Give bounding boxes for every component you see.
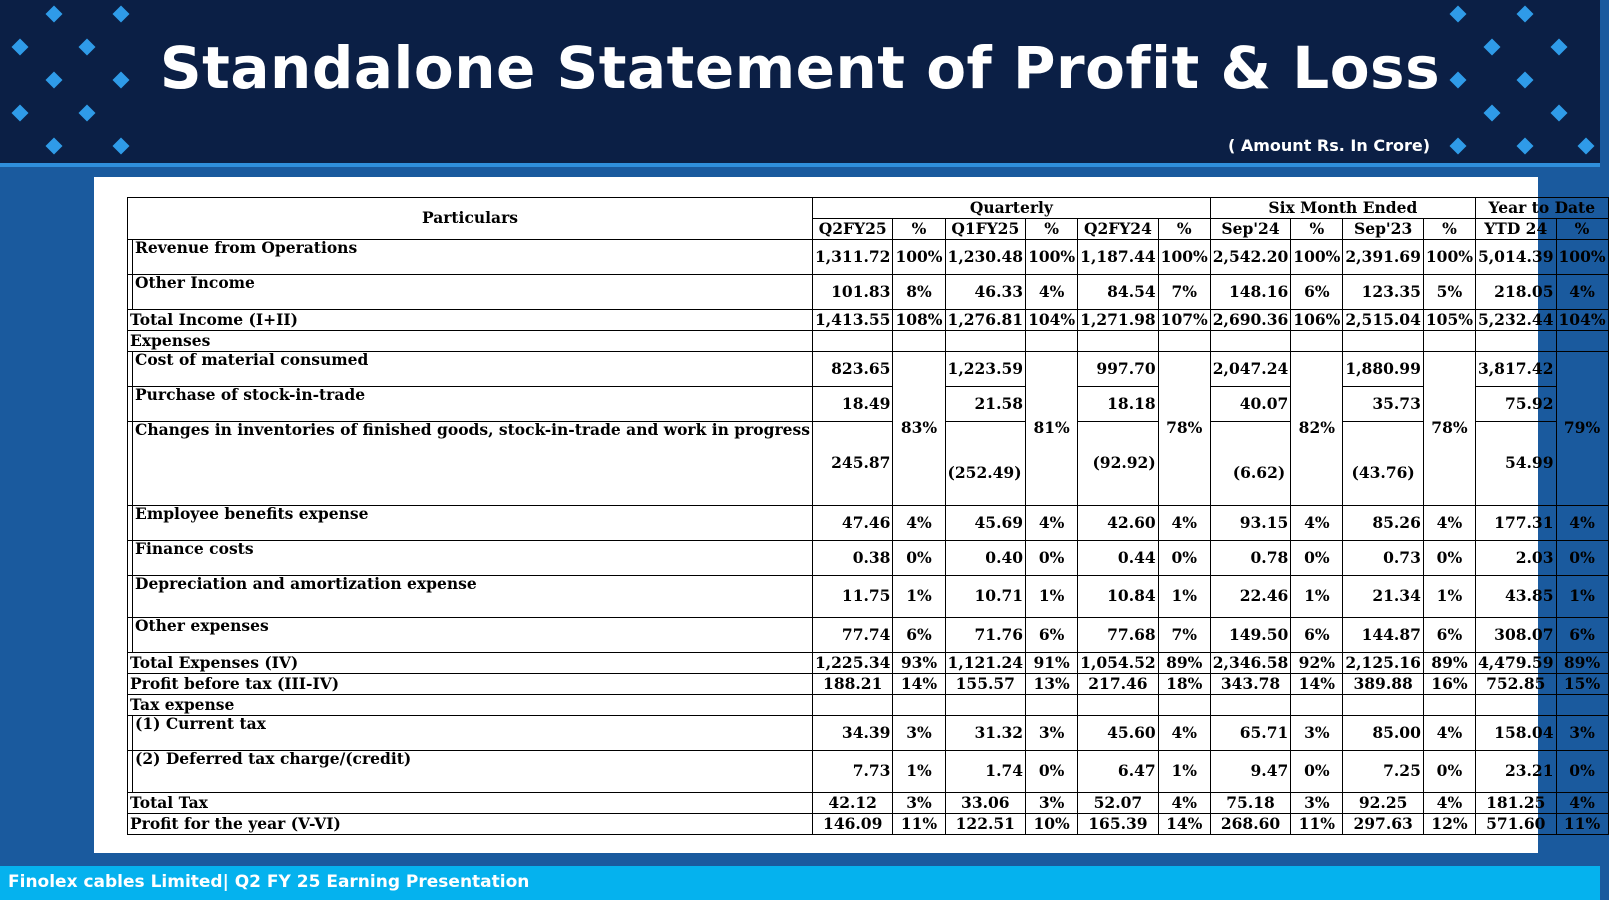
table-cell: 1,880.99 xyxy=(1343,352,1424,387)
table-cell: 1.74 xyxy=(945,751,1026,793)
empty-cell xyxy=(1026,695,1078,716)
table-cell: 4% xyxy=(1556,275,1608,310)
empty-cell xyxy=(893,695,945,716)
row-label: Other Income xyxy=(133,275,813,310)
table-cell: 100% xyxy=(1423,240,1475,275)
table-cell: 1,311.72 xyxy=(812,240,893,275)
table-cell: 31.32 xyxy=(945,716,1026,751)
table-row xyxy=(128,541,1609,576)
section-header-row xyxy=(128,331,1609,352)
row-label: Total Tax xyxy=(128,793,813,814)
table-cell: 3% xyxy=(1556,716,1608,751)
table-cell: 9.47 xyxy=(1210,751,1291,793)
table-cell: 4% xyxy=(1158,506,1210,541)
row-label: Changes in inventories of finished goods, stock-in-trade and work in progress xyxy=(133,422,813,506)
column-header: Sep'24 xyxy=(1210,219,1291,240)
table-cell: 77.74 xyxy=(812,618,893,653)
table-cell: 93.15 xyxy=(1210,506,1291,541)
table-cell: 0% xyxy=(1556,751,1608,793)
table-cell: 218.05 xyxy=(1475,275,1556,310)
table-cell: 5% xyxy=(1423,275,1475,310)
table-row xyxy=(128,751,1609,793)
table-cell: 158.04 xyxy=(1475,716,1556,751)
table-cell: 0% xyxy=(1556,541,1608,576)
row-label: Profit before tax (III-IV) xyxy=(128,674,813,695)
table-cell: 4,479.59 xyxy=(1475,653,1556,674)
material-pct: 83% xyxy=(893,352,945,506)
table-cell: 165.39 xyxy=(1078,814,1159,835)
table-cell: 101.83 xyxy=(812,275,893,310)
table-row xyxy=(128,387,1609,422)
table-cell: 5,232.44 xyxy=(1475,310,1556,331)
table-cell: 35.73 xyxy=(1343,387,1424,422)
table-cell: 16% xyxy=(1423,674,1475,695)
table-cell: 1% xyxy=(893,576,945,618)
empty-cell xyxy=(1078,695,1159,716)
table-cell: 10% xyxy=(1026,814,1078,835)
section-label: Tax expense xyxy=(128,695,813,716)
table-cell: 100% xyxy=(1291,240,1343,275)
table-cell: 4% xyxy=(1556,793,1608,814)
table-cell: 571.60 xyxy=(1475,814,1556,835)
empty-cell xyxy=(1078,331,1159,352)
row-label: Total Income (I+II) xyxy=(128,310,813,331)
empty-cell xyxy=(1423,331,1475,352)
table-cell: 6% xyxy=(1556,618,1608,653)
row-label: Employee benefits expense xyxy=(133,506,813,541)
table-cell: 11.75 xyxy=(812,576,893,618)
table-cell: 1,121.24 xyxy=(945,653,1026,674)
footer-bar xyxy=(0,866,1600,900)
table-cell: 21.58 xyxy=(945,387,1026,422)
table-cell: 308.07 xyxy=(1475,618,1556,653)
material-pct: 81% xyxy=(1026,352,1078,506)
table-cell: 0% xyxy=(1026,541,1078,576)
table-cell: 123.35 xyxy=(1343,275,1424,310)
row-label: Depreciation and amortization expense xyxy=(133,576,813,618)
empty-cell xyxy=(1158,695,1210,716)
table-cell: 45.60 xyxy=(1078,716,1159,751)
row-label: Profit for the year (V-VI) xyxy=(128,814,813,835)
table-cell: 42.12 xyxy=(812,793,893,814)
table-cell: 92.25 xyxy=(1343,793,1424,814)
column-header: Sep'23 xyxy=(1343,219,1424,240)
column-header: % xyxy=(893,219,945,240)
column-header: % xyxy=(1026,219,1078,240)
table-cell: 106% xyxy=(1291,310,1343,331)
table-cell: 1% xyxy=(1158,751,1210,793)
group-header-ytd: Year to Date xyxy=(1475,198,1608,219)
table-cell: 122.51 xyxy=(945,814,1026,835)
table-row xyxy=(128,310,1609,331)
empty-cell xyxy=(1475,695,1556,716)
empty-cell xyxy=(1158,331,1210,352)
table-cell: 4% xyxy=(893,506,945,541)
table-cell: 104% xyxy=(1556,310,1608,331)
table-row xyxy=(128,240,1609,275)
table-cell: 18% xyxy=(1158,674,1210,695)
table-cell: 2,690.36 xyxy=(1210,310,1291,331)
table-cell: 2,346.58 xyxy=(1210,653,1291,674)
table-cell: 0% xyxy=(1423,751,1475,793)
table-cell: 107% xyxy=(1158,310,1210,331)
table-cell: 0% xyxy=(893,541,945,576)
table-cell: 1% xyxy=(1026,576,1078,618)
table-cell: 0% xyxy=(1158,541,1210,576)
table-cell: 997.70 xyxy=(1078,352,1159,387)
table-cell: 4% xyxy=(1158,716,1210,751)
table-cell: 11% xyxy=(1291,814,1343,835)
table-cell: 89% xyxy=(1158,653,1210,674)
table-cell: 21.34 xyxy=(1343,576,1424,618)
group-header-six-month: Six Month Ended xyxy=(1210,198,1475,219)
table-cell: 4% xyxy=(1423,793,1475,814)
table-cell: 0% xyxy=(1291,751,1343,793)
table-cell: 0% xyxy=(1026,751,1078,793)
table-cell: 1,230.48 xyxy=(945,240,1026,275)
empty-cell xyxy=(1026,331,1078,352)
material-pct: 78% xyxy=(1158,352,1210,506)
table-cell: 14% xyxy=(893,674,945,695)
table-cell: 1,276.81 xyxy=(945,310,1026,331)
table-cell: 2,542.20 xyxy=(1210,240,1291,275)
table-cell: 144.87 xyxy=(1343,618,1424,653)
empty-cell xyxy=(893,331,945,352)
table-cell: 389.88 xyxy=(1343,674,1424,695)
table-cell: 0.44 xyxy=(1078,541,1159,576)
table-cell: 4% xyxy=(1423,716,1475,751)
table-cell: 43.85 xyxy=(1475,576,1556,618)
column-header: YTD 24 xyxy=(1475,219,1556,240)
table-cell: 0.73 xyxy=(1343,541,1424,576)
column-header: Q1FY25 xyxy=(945,219,1026,240)
table-cell: 40.07 xyxy=(1210,387,1291,422)
table-cell: 1% xyxy=(893,751,945,793)
table-row xyxy=(128,275,1609,310)
table-cell: 297.63 xyxy=(1343,814,1424,835)
table-cell: 75.92 xyxy=(1475,387,1556,422)
table-row xyxy=(128,716,1609,751)
table-row xyxy=(128,352,1609,387)
table-cell: 3% xyxy=(893,716,945,751)
table-cell: 7.73 xyxy=(812,751,893,793)
row-label: Cost of material consumed xyxy=(133,352,813,387)
empty-cell xyxy=(1556,695,1608,716)
table-cell: 6% xyxy=(1423,618,1475,653)
column-header: % xyxy=(1291,219,1343,240)
material-pct: 82% xyxy=(1291,352,1343,506)
table-cell: 89% xyxy=(1556,653,1608,674)
empty-cell xyxy=(1343,331,1424,352)
table-row xyxy=(128,653,1609,674)
row-label: (1) Current tax xyxy=(133,716,813,751)
table-cell: 0.40 xyxy=(945,541,1026,576)
table-cell: (43.76) xyxy=(1343,422,1424,506)
row-label: (2) Deferred tax charge/(credit) xyxy=(133,751,813,793)
table-cell: 22.46 xyxy=(1210,576,1291,618)
table-row xyxy=(128,618,1609,653)
table-cell: 823.65 xyxy=(812,352,893,387)
table-cell: (6.62) xyxy=(1210,422,1291,506)
section-header-row xyxy=(128,695,1609,716)
table-cell: 155.57 xyxy=(945,674,1026,695)
table-row xyxy=(128,422,1609,506)
section-label: Expenses xyxy=(128,331,813,352)
table-cell: 18.18 xyxy=(1078,387,1159,422)
table-cell: (92.92) xyxy=(1078,422,1159,506)
table-cell: 7.25 xyxy=(1343,751,1424,793)
table-cell: 1,054.52 xyxy=(1078,653,1159,674)
empty-cell xyxy=(1556,331,1608,352)
table-row xyxy=(128,793,1609,814)
table-cell: 3% xyxy=(1026,716,1078,751)
table-cell: 10.84 xyxy=(1078,576,1159,618)
page-title: Standalone Statement of Profit & Loss xyxy=(159,34,1441,102)
table-cell: 93% xyxy=(893,653,945,674)
empty-cell xyxy=(1291,695,1343,716)
table-cell: 18.49 xyxy=(812,387,893,422)
particulars-header: Particulars xyxy=(128,198,813,240)
table-cell: 33.06 xyxy=(945,793,1026,814)
table-cell: 2,515.04 xyxy=(1343,310,1424,331)
empty-cell xyxy=(812,695,893,716)
table-cell: 12% xyxy=(1423,814,1475,835)
table-row xyxy=(128,506,1609,541)
material-pct: 78% xyxy=(1423,352,1475,506)
table-cell: 217.46 xyxy=(1078,674,1159,695)
table-cell: 85.00 xyxy=(1343,716,1424,751)
row-label: Other expenses xyxy=(133,618,813,653)
table-cell: 0.38 xyxy=(812,541,893,576)
empty-cell xyxy=(945,695,1026,716)
empty-cell xyxy=(1343,695,1424,716)
table-cell: 2,047.24 xyxy=(1210,352,1291,387)
table-row xyxy=(128,814,1609,835)
table-cell: 2,391.69 xyxy=(1343,240,1424,275)
row-label: Finance costs xyxy=(133,541,813,576)
row-label: Purchase of stock-in-trade xyxy=(133,387,813,422)
table-cell: 6% xyxy=(1291,618,1343,653)
empty-cell xyxy=(1210,331,1291,352)
table-cell: 46.33 xyxy=(945,275,1026,310)
table-cell: 42.60 xyxy=(1078,506,1159,541)
table-cell: 0% xyxy=(1291,541,1343,576)
table-cell: 4% xyxy=(1423,506,1475,541)
table-cell: 45.69 xyxy=(945,506,1026,541)
table-cell: 1% xyxy=(1158,576,1210,618)
table-cell: 4% xyxy=(1158,793,1210,814)
table-cell: 89% xyxy=(1423,653,1475,674)
table-cell: 3% xyxy=(1291,793,1343,814)
table-cell: 4% xyxy=(1026,275,1078,310)
empty-cell xyxy=(1475,331,1556,352)
table-cell: 77.68 xyxy=(1078,618,1159,653)
table-cell: 1,225.34 xyxy=(812,653,893,674)
table-cell: 752.85 xyxy=(1475,674,1556,695)
table-cell: 4% xyxy=(1026,506,1078,541)
column-header: % xyxy=(1158,219,1210,240)
table-cell: 13% xyxy=(1026,674,1078,695)
table-cell: 2.03 xyxy=(1475,541,1556,576)
table-cell: 3% xyxy=(893,793,945,814)
footer-text: Finolex cables Limited| Q2 FY 25 Earning Presentation xyxy=(8,872,530,892)
table-cell: 75.18 xyxy=(1210,793,1291,814)
table-cell: 108% xyxy=(893,310,945,331)
table-cell: 245.87 xyxy=(812,422,893,506)
column-header: % xyxy=(1556,219,1608,240)
empty-cell xyxy=(1423,695,1475,716)
table-cell: 6% xyxy=(1026,618,1078,653)
table-cell: 4% xyxy=(1556,506,1608,541)
table-cell: 343.78 xyxy=(1210,674,1291,695)
row-label: Total Expenses (IV) xyxy=(128,653,813,674)
table-cell: 105% xyxy=(1423,310,1475,331)
table-cell: 5,014.39 xyxy=(1475,240,1556,275)
table-cell: 1,271.98 xyxy=(1078,310,1159,331)
table-cell: 8% xyxy=(893,275,945,310)
table-cell: 91% xyxy=(1026,653,1078,674)
table-cell: 10.71 xyxy=(945,576,1026,618)
table-cell: 0% xyxy=(1423,541,1475,576)
table-cell: 177.31 xyxy=(1475,506,1556,541)
column-header: % xyxy=(1423,219,1475,240)
group-header-quarterly: Quarterly xyxy=(812,198,1210,219)
empty-cell xyxy=(945,331,1026,352)
row-label: Revenue from Operations xyxy=(133,240,813,275)
column-header: Q2FY24 xyxy=(1078,219,1159,240)
table-cell: 14% xyxy=(1291,674,1343,695)
table-cell: 1% xyxy=(1291,576,1343,618)
table-cell: 1,187.44 xyxy=(1078,240,1159,275)
table-cell: 148.16 xyxy=(1210,275,1291,310)
table-cell: 7% xyxy=(1158,618,1210,653)
table-cell: 15% xyxy=(1556,674,1608,695)
table-cell: 84.54 xyxy=(1078,275,1159,310)
table-cell: 3,817.42 xyxy=(1475,352,1556,387)
table-cell: 100% xyxy=(893,240,945,275)
table-cell: 1% xyxy=(1423,576,1475,618)
amount-unit-note: ( Amount Rs. In Crore) xyxy=(1227,136,1430,155)
table-row xyxy=(128,674,1609,695)
table-cell: 14% xyxy=(1158,814,1210,835)
table-cell: 1,223.59 xyxy=(945,352,1026,387)
table-cell: 85.26 xyxy=(1343,506,1424,541)
table-cell: 2,125.16 xyxy=(1343,653,1424,674)
table-cell: 54.99 xyxy=(1475,422,1556,506)
empty-cell xyxy=(1291,331,1343,352)
table-cell: 4% xyxy=(1291,506,1343,541)
empty-cell xyxy=(812,331,893,352)
table-cell: 34.39 xyxy=(812,716,893,751)
table-cell: 1,413.55 xyxy=(812,310,893,331)
table-cell: 6% xyxy=(1291,275,1343,310)
table-cell: 188.21 xyxy=(812,674,893,695)
table-cell: 65.71 xyxy=(1210,716,1291,751)
table-row xyxy=(128,576,1609,618)
table-cell: 100% xyxy=(1556,240,1608,275)
table-cell: 146.09 xyxy=(812,814,893,835)
table-cell: 23.21 xyxy=(1475,751,1556,793)
table-cell: 92% xyxy=(1291,653,1343,674)
table-cell: 6.47 xyxy=(1078,751,1159,793)
header-divider xyxy=(0,163,1600,167)
table-cell: 100% xyxy=(1026,240,1078,275)
table-cell: 181.25 xyxy=(1475,793,1556,814)
table-cell: 100% xyxy=(1158,240,1210,275)
table-cell: 71.76 xyxy=(945,618,1026,653)
table-cell: (252.49) xyxy=(945,422,1026,506)
material-pct: 79% xyxy=(1556,352,1608,506)
table-cell: 0.78 xyxy=(1210,541,1291,576)
column-header: Q2FY25 xyxy=(812,219,893,240)
table-cell: 268.60 xyxy=(1210,814,1291,835)
table-cell: 3% xyxy=(1026,793,1078,814)
table-cell: 104% xyxy=(1026,310,1078,331)
empty-cell xyxy=(1210,695,1291,716)
table-cell: 52.07 xyxy=(1078,793,1159,814)
table-cell: 11% xyxy=(1556,814,1608,835)
table-cell: 149.50 xyxy=(1210,618,1291,653)
table-cell: 11% xyxy=(893,814,945,835)
table-cell: 1% xyxy=(1556,576,1608,618)
profit-loss-table xyxy=(127,197,1609,835)
table-cell: 6% xyxy=(893,618,945,653)
table-cell: 47.46 xyxy=(812,506,893,541)
table-cell: 3% xyxy=(1291,716,1343,751)
table-cell: 7% xyxy=(1158,275,1210,310)
table-header-row xyxy=(128,198,1609,219)
